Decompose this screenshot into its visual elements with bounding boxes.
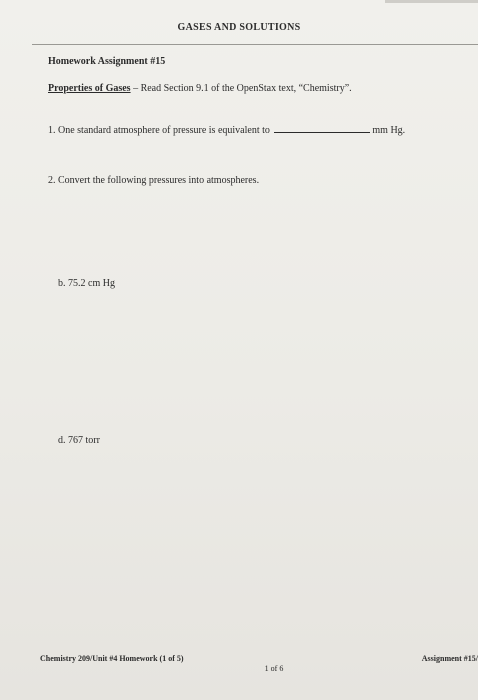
assignment-title: Homework Assignment #15 [48, 56, 166, 67]
footer-course-info: Chemistry 209/Unit #4 Homework (1 of 5) [40, 654, 184, 663]
answer-blank [274, 123, 370, 133]
footer-assignment-info: Assignment #15/ [421, 654, 478, 663]
question-2-part-d: d. 767 torr [58, 435, 100, 446]
reading-instruction [48, 83, 352, 94]
page-header-title: GASES AND SOLUTIONS [177, 22, 301, 33]
reading-instruction-text: – Read Section 9.1 of the OpenStax text, “Chemistry”. [130, 83, 352, 94]
page-number: 1 of 6 [264, 664, 284, 673]
question-2-part-b: b. 75.2 cm Hg [58, 278, 115, 289]
header-divider [32, 44, 478, 45]
question-2: 2. Convert the following pressures into atmospheres. [48, 175, 260, 186]
question-1 [48, 123, 405, 136]
page-edge-strip [385, 0, 478, 3]
topic-heading: Properties of Gases [48, 83, 131, 94]
question-1-text: 1. One standard atmosphere of pressure is equivalent to [48, 125, 270, 136]
question-1-unit: mm Hg. [372, 125, 406, 136]
